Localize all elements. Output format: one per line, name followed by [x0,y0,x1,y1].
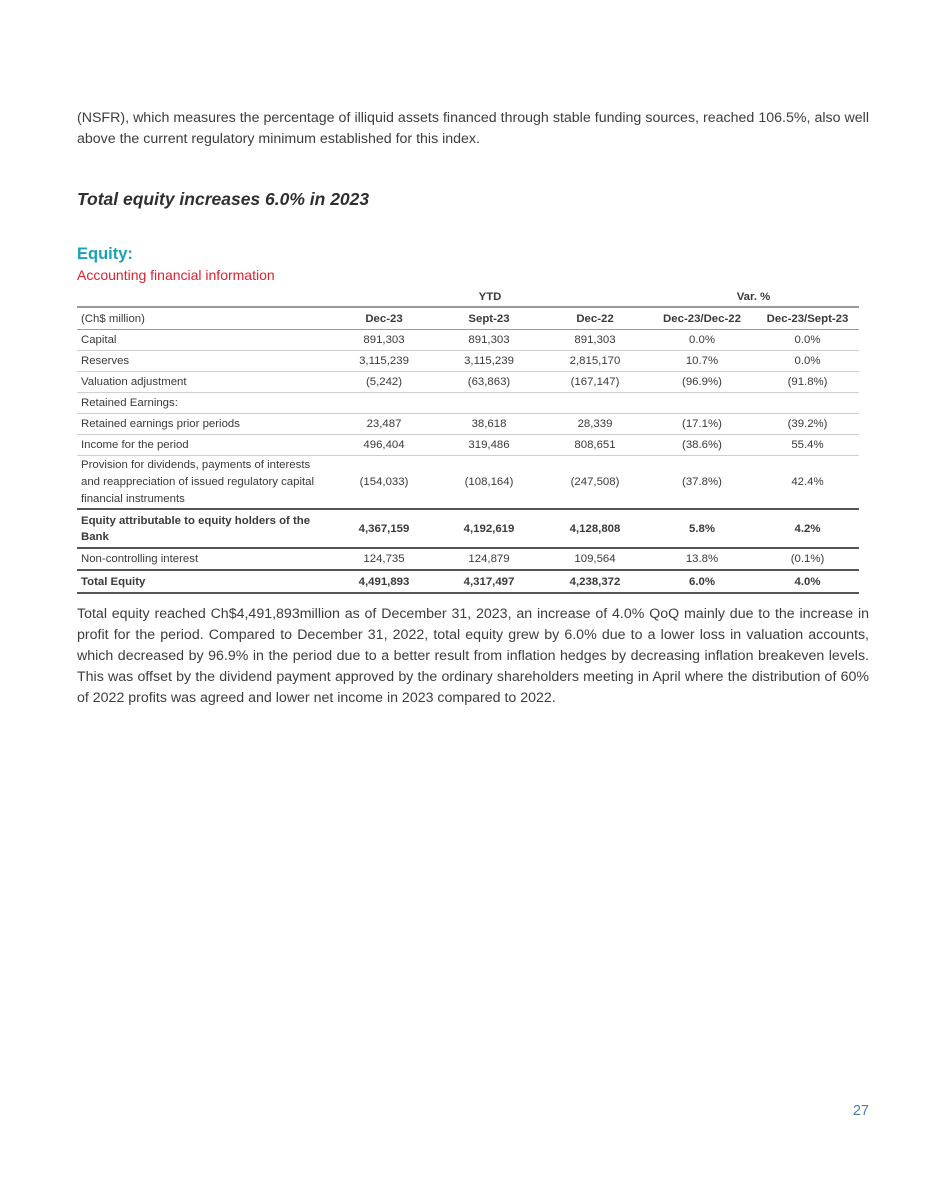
table-group-header-row [77,287,859,307]
cell-value: 38,618 [436,414,542,435]
row-label: Capital [77,330,332,351]
cell-value: 496,404 [332,435,436,456]
cell-value: 4,238,372 [542,570,648,593]
cell-value: 124,879 [436,548,542,570]
cell-value: 3,115,239 [332,351,436,372]
cell-value: (91.8%) [756,372,859,393]
equity-table [77,287,859,594]
section-title: Total equity increases 6.0% in 2023 [77,189,370,209]
table-row [77,351,859,372]
table-row [77,456,859,510]
ytd-group-header: YTD [332,287,648,307]
cell-value: 5.8% [648,509,756,548]
cell-value: 891,303 [542,330,648,351]
column-header-var-dec: Dec-23/Dec-22 [648,307,756,330]
table-column-header-row [77,307,859,330]
column-header-dec-22: Dec-22 [542,307,648,330]
cell-value: 808,651 [542,435,648,456]
cell-value: 4,491,893 [332,570,436,593]
intro-paragraph: (NSFR), which measures the percentage of illiquid assets financed through stable funding sources, reached 106.5%, also well above the current regulatory minimum established for this index. [77,110,869,147]
cell-value: 28,339 [542,414,648,435]
cell-value: (154,033) [359,475,409,488]
cell-value: 13.8% [648,548,756,570]
table-row [77,435,859,456]
cell-value: 23,487 [332,414,436,435]
row-label: Valuation adjustment [77,372,332,393]
cell-value [332,393,436,414]
equity-subheading: Accounting financial information [77,267,275,283]
empty-header-cell [77,287,332,307]
cell-value: (39.2%) [756,414,859,435]
table-row [77,414,859,435]
cell-value: 124,735 [332,548,436,570]
equity-heading: Equity: [77,245,133,263]
cell-value: 55.4% [756,435,859,456]
row-label: Retained Earnings: [77,393,332,414]
cell-value [756,393,859,414]
row-label: Retained earnings prior periods [77,414,332,435]
row-label: Total Equity [77,570,332,593]
column-header-dec-23: Dec-23 [332,307,436,330]
cell-value: 4,367,159 [332,509,436,548]
cell-value: 4,317,497 [436,570,542,593]
cell-value: 0.0% [756,351,859,372]
cell-value: 4,128,808 [542,509,648,548]
cell-value: 10.7% [648,351,756,372]
cell-value: 6.0% [648,570,756,593]
table-row [77,548,859,570]
cell-value: 4,192,619 [436,509,542,548]
cell-value: 109,564 [542,548,648,570]
table-row [77,509,859,548]
cell-value: (38.6%) [648,435,756,456]
cell-value [542,393,648,414]
column-header-sept-23: Sept-23 [436,307,542,330]
summary-paragraph: Total equity reached Ch$4,491,893million as of December 31, 2023, an increase of 4.0% QoQ mainly due to the increase in profit for the period. Compared to December 31, 2022, total equity grew by 6.0% due to a lower loss in valuation accounts, which decreased by 96.9% in the period due to a better result from inflation hedges by decreasing inflation breakeven levels. This was offset by the dividend payment approved by the ordinary shareholders meeting in April where the distribution of 60% of 2022 profits was agreed and lower net income in 2023 compared to 2022. [77,606,869,706]
column-header-units: (Ch$ million) [77,307,332,330]
cell-value: (247,508) [570,475,620,488]
row-label: Provision for dividends, payments of interests and reappreciation of issued regulatory capital financial instruments [81,458,315,505]
cell-value: (63,863) [436,372,542,393]
cell-value: 42.4% [791,475,824,488]
cell-value [648,393,756,414]
cell-value: (17.1%) [648,414,756,435]
cell-value: (5,242) [332,372,436,393]
cell-value: 3,115,239 [436,351,542,372]
cell-value: 319,486 [436,435,542,456]
row-label: Reserves [77,351,332,372]
row-label: Non-controlling interest [77,548,332,570]
cell-value: 2,815,170 [542,351,648,372]
cell-value [436,393,542,414]
cell-value: 891,303 [332,330,436,351]
table-row [77,330,859,351]
cell-value: 891,303 [436,330,542,351]
table-total-row [77,570,859,593]
cell-value: 0.0% [648,330,756,351]
page-number: 27 [852,1103,869,1119]
cell-value: 4.0% [756,570,859,593]
cell-value: (0.1%) [756,548,859,570]
cell-value: 0.0% [756,330,859,351]
cell-value: (108,164) [464,475,514,488]
cell-value: (37.8%) [682,475,722,488]
table-row [77,372,859,393]
row-label: Equity attributable to equity holders of the Bank [77,509,332,548]
table-row [77,393,859,414]
var-group-header: Var. % [648,287,859,307]
cell-value: 4.2% [756,509,859,548]
row-label: Income for the period [77,435,332,456]
cell-value: (96.9%) [648,372,756,393]
cell-value: (167,147) [542,372,648,393]
column-header-var-sept: Dec-23/Sept-23 [756,307,859,330]
